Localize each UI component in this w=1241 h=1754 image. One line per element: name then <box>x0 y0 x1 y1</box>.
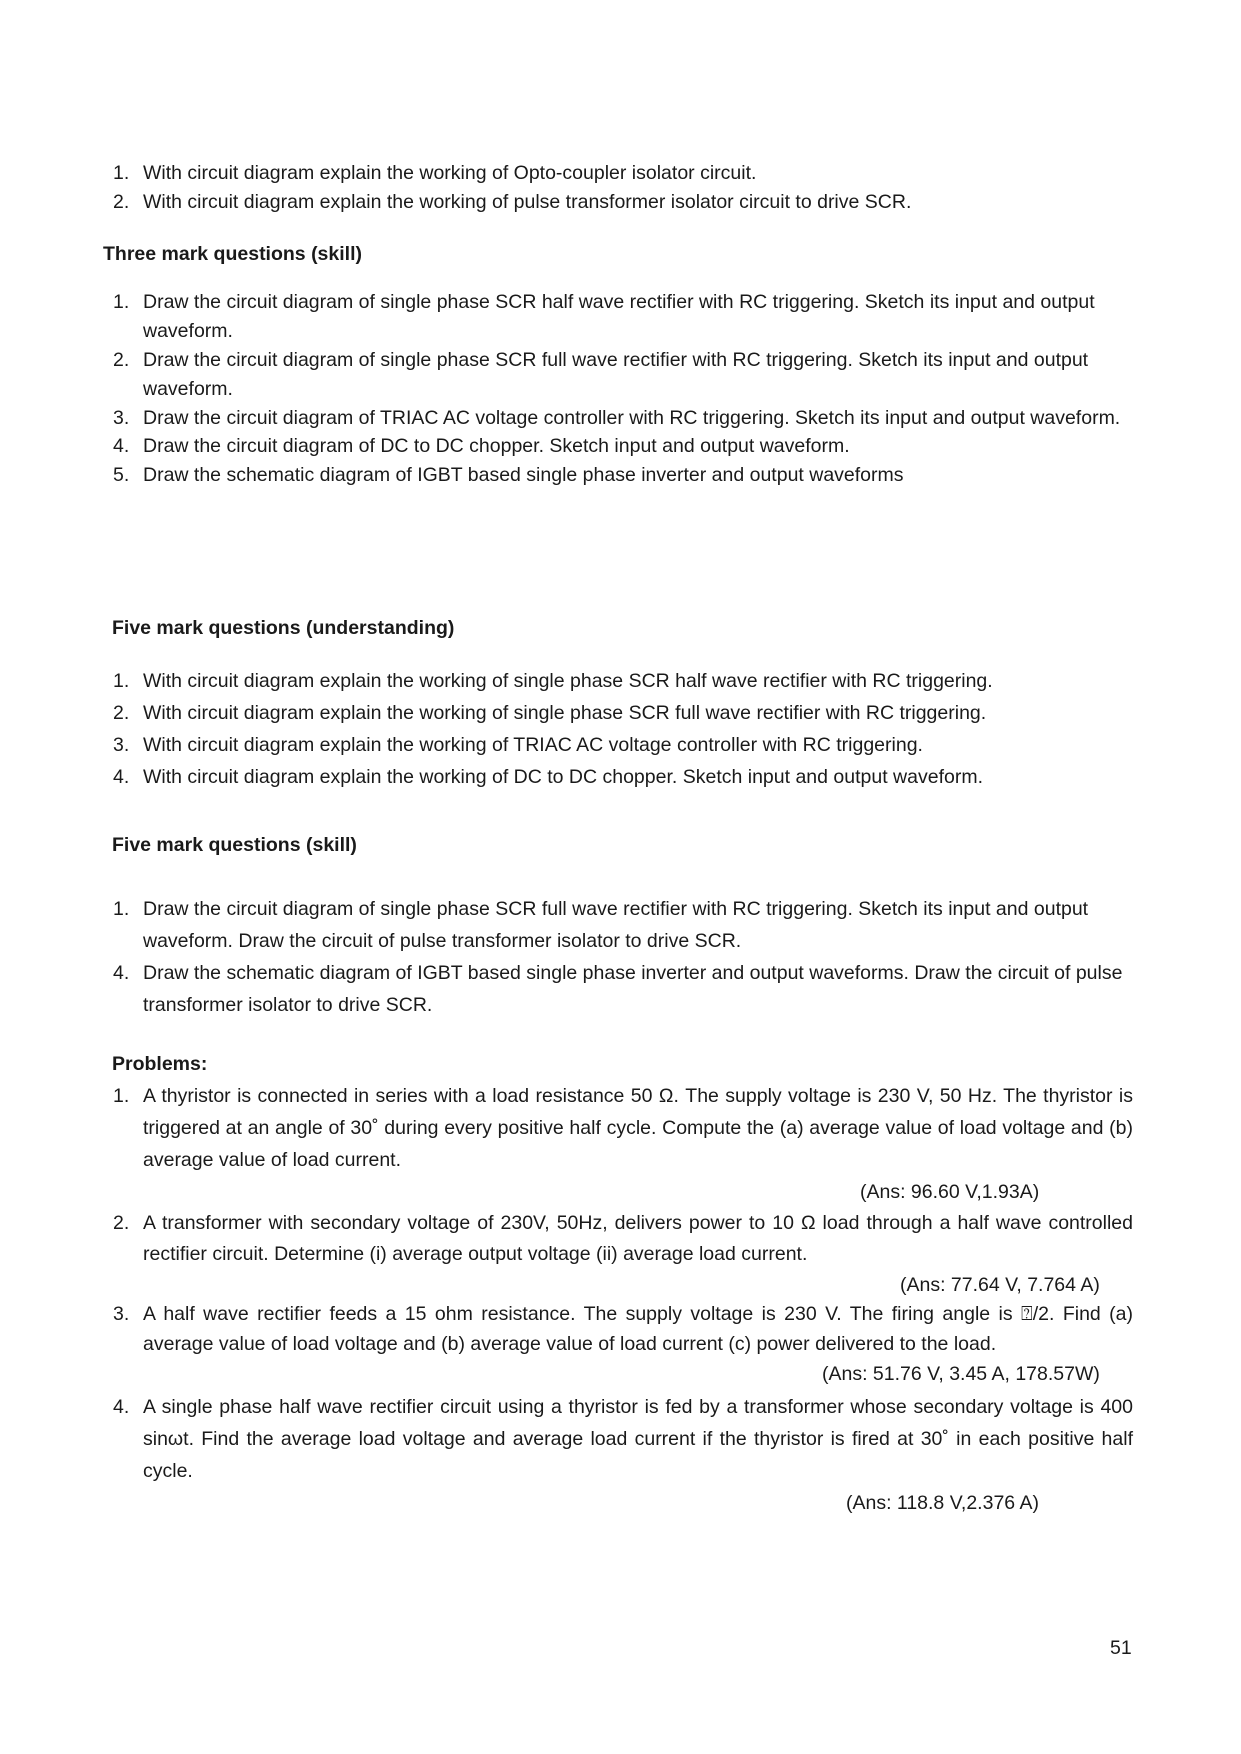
section-heading-problems: Problems: <box>112 1053 208 1075</box>
problem-answer: (Ans: 77.64 V, 7.764 A) <box>900 1274 1100 1296</box>
item-text: With circuit diagram explain the working of pulse transformer isolator circuit to drive SCR. <box>143 191 912 213</box>
item-text: Draw the circuit diagram of single phase SCR full wave rectifier with RC triggering. Sketch its input and output waveform. Draw the circuit of pulse transformer isolator to drive SCR. <box>143 898 1089 952</box>
item-number: 2. <box>113 191 130 213</box>
list-item <box>0 186 1241 218</box>
problem-text: A single phase half wave rectifier circuit using a thyristor is fed by a transformer whose secondary voltage is 400 sinωt. Find the average load voltage and average load current if the thyristor is fired at 30˚ in each positive half cycle. <box>143 1396 1133 1482</box>
problem-text: A transformer with secondary voltage of 230V, 50Hz, delivers power to 10 Ω load through a half wave controlled rectifier circuit. Determine (i) average output voltage (ii) average load current. <box>143 1212 1133 1265</box>
list-item <box>0 893 1241 957</box>
problem-item <box>0 1299 1241 1359</box>
section-heading-three-mark-skill: Three mark questions (skill) <box>103 243 362 265</box>
problem-answer: (Ans: 96.60 V,1.93A) <box>860 1181 1040 1203</box>
item-text: With circuit diagram explain the working of single phase SCR half wave rectifier with RC triggering. <box>143 670 993 692</box>
problem-answer: (Ans: 51.76 V, 3.45 A, 178.57W) <box>822 1363 1100 1385</box>
item-number: 3. <box>113 407 130 429</box>
item-text: With circuit diagram explain the working of single phase SCR full wave rectifier with RC triggering. <box>143 702 987 724</box>
list-item <box>0 157 1241 189</box>
item-number: 2. <box>113 702 130 724</box>
list-item <box>0 404 1241 432</box>
list-item <box>0 432 1241 461</box>
item-text: With circuit diagram explain the working of DC to DC chopper. Sketch input and output waveform. <box>143 766 983 788</box>
page-number: 51 <box>1110 1637 1132 1659</box>
problem-text: A half wave rectifier feeds a 15 ohm resistance. The supply voltage is 230 V. The firing angle is ⍰/2. Find (a) average value of load voltage and (b) average value of load current (c) power delivered to the load. <box>143 1303 1133 1355</box>
item-number: 3. <box>113 734 130 756</box>
problem-item <box>0 1208 1241 1270</box>
list-item <box>0 665 1241 697</box>
section-heading-five-mark-skill: Five mark questions (skill) <box>112 834 357 856</box>
intro-question-list <box>0 157 1241 218</box>
item-text: With circuit diagram explain the working of TRIAC AC voltage controller with RC triggering. <box>143 734 923 756</box>
item-text: With circuit diagram explain the working of Opto-coupler isolator circuit. <box>143 162 757 184</box>
item-number: 4. <box>113 1396 130 1418</box>
item-text: Draw the circuit diagram of single phase SCR half wave rectifier with RC triggering. Sketch its input and output waveform. <box>143 291 1095 342</box>
problem-text: A thyristor is connected in series with a load resistance 50 Ω. The supply voltage is 230 V, 50 Hz. The thyristor is triggered at an angle of 30˚ during every positive half cycle. Compute the (a) average value of load voltage and (b) average value of load current. <box>143 1085 1133 1171</box>
item-number: 2. <box>113 1212 130 1234</box>
item-number: 4. <box>113 435 130 457</box>
five-mark-skill-list <box>0 893 1241 1021</box>
list-item <box>0 461 1241 490</box>
problems-list <box>0 1208 1241 1270</box>
section-heading-five-mark-understanding: Five mark questions (understanding) <box>112 617 455 639</box>
list-item <box>0 761 1241 793</box>
three-mark-skill-list <box>0 288 1241 490</box>
problems-list <box>0 1080 1241 1176</box>
problem-item <box>0 1080 1241 1176</box>
item-number: 3. <box>113 1303 130 1325</box>
item-number: 1. <box>113 898 130 920</box>
list-item <box>0 729 1241 761</box>
list-item <box>0 346 1241 404</box>
item-number: 1. <box>113 1085 130 1107</box>
problem-item <box>0 1391 1241 1487</box>
item-number: 5. <box>113 464 130 486</box>
item-text: Draw the circuit diagram of DC to DC chopper. Sketch input and output waveform. <box>143 435 850 457</box>
item-text: Draw the schematic diagram of IGBT based single phase inverter and output waveforms. Draw the circuit of pulse transformer isolator to drive SCR. <box>143 962 1123 1016</box>
item-number: 1. <box>113 670 130 692</box>
item-text: Draw the circuit diagram of TRIAC AC voltage controller with RC triggering. Sketch its input and output waveform. <box>143 407 1121 429</box>
five-mark-understanding-list <box>0 665 1241 793</box>
item-number: 4. <box>113 766 130 788</box>
item-text: Draw the circuit diagram of single phase SCR full wave rectifier with RC triggering. Sketch its input and output waveform. <box>143 349 1089 400</box>
list-item <box>0 697 1241 729</box>
list-item <box>0 957 1241 1021</box>
list-item <box>0 288 1241 346</box>
item-number: 1. <box>113 162 130 184</box>
problem-answer: (Ans: 118.8 V,2.376 A) <box>846 1492 1039 1514</box>
item-number: 1. <box>113 291 130 313</box>
item-text: Draw the schematic diagram of IGBT based single phase inverter and output waveforms <box>143 464 904 486</box>
problems-list <box>0 1391 1241 1487</box>
item-number: 4. <box>113 962 130 984</box>
item-number: 2. <box>113 349 130 371</box>
problems-list <box>0 1299 1241 1359</box>
